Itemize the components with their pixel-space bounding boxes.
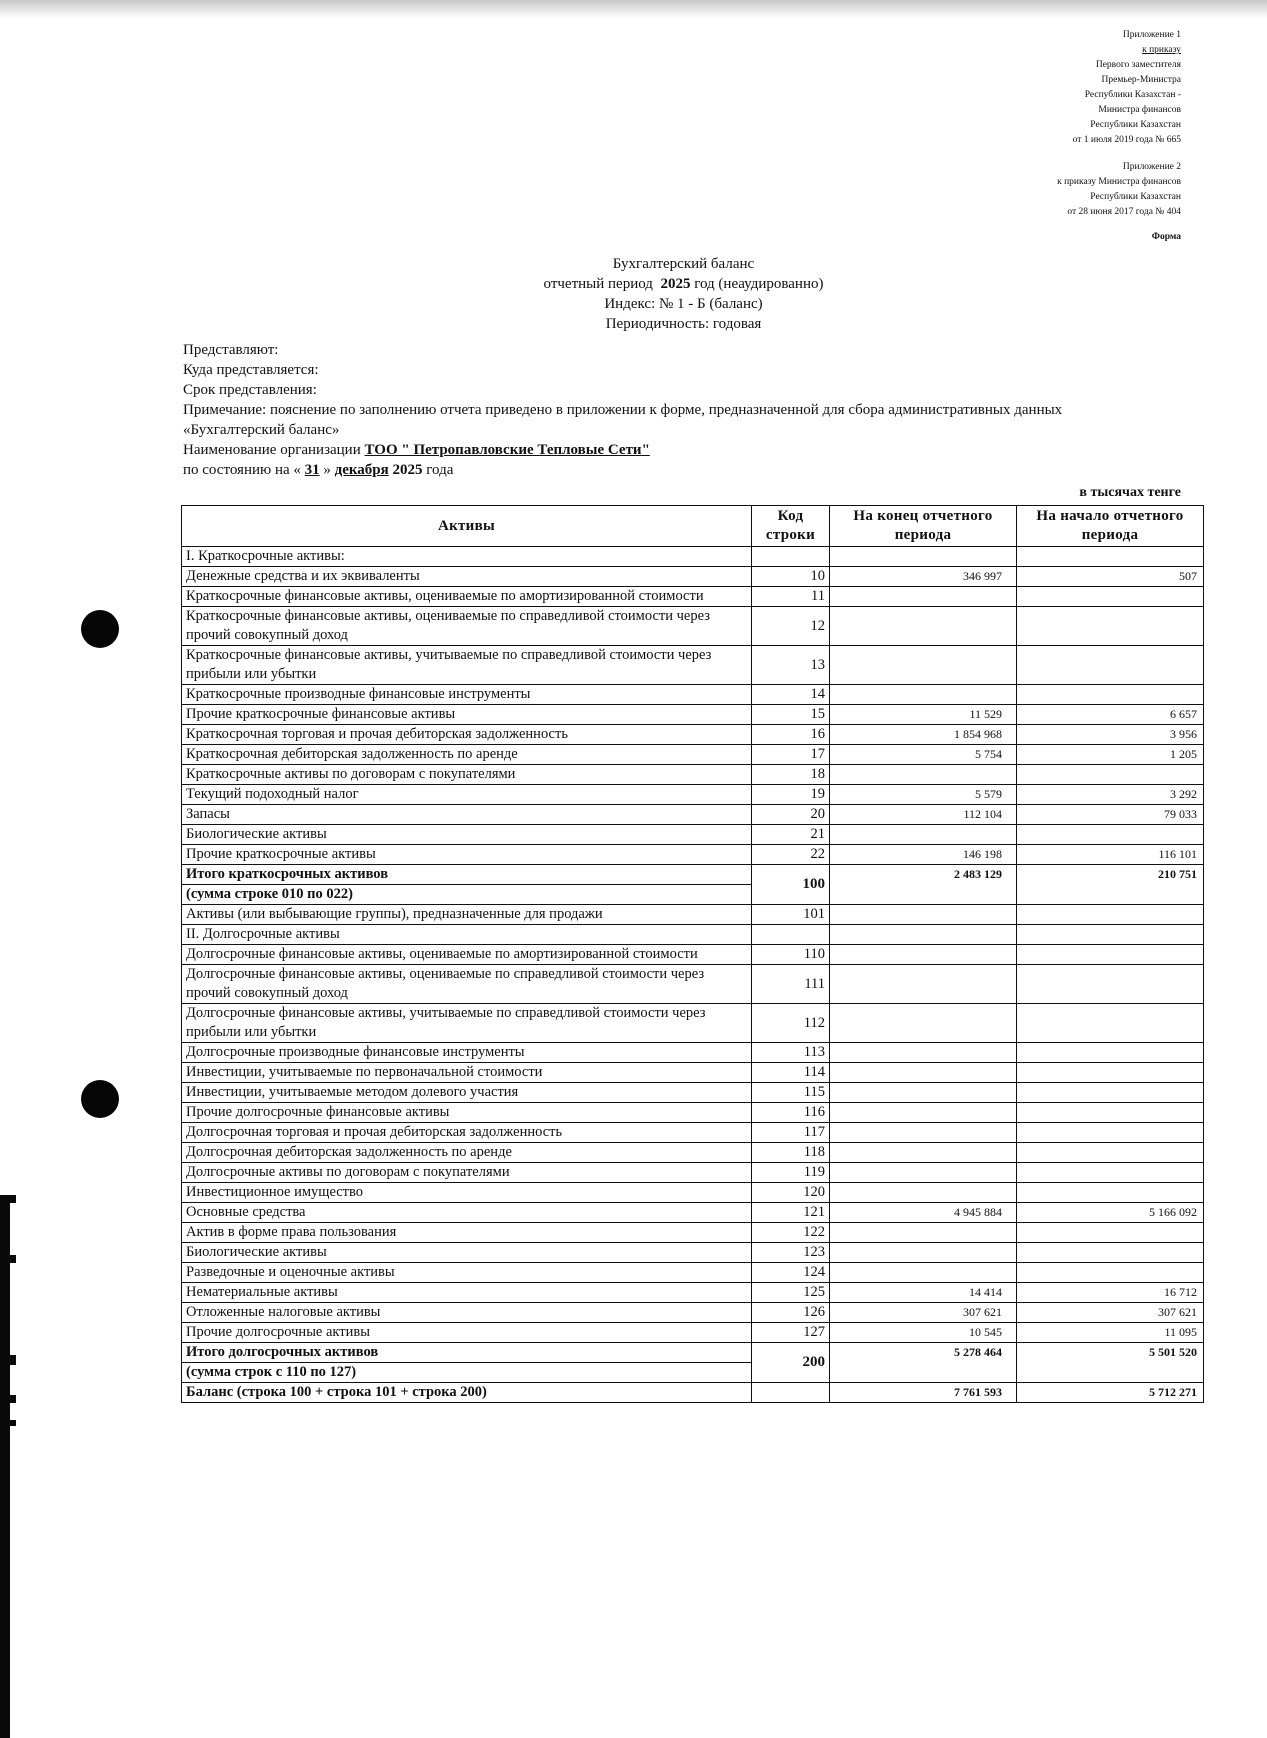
- table-row: [182, 745, 1204, 765]
- row-begin-value: [1017, 1043, 1204, 1063]
- row-label-line1: Итого краткосрочных активов: [182, 865, 751, 885]
- form-label: Форма: [1151, 232, 1181, 242]
- table-row: [182, 1243, 1204, 1263]
- table-header-row: [182, 506, 1204, 547]
- table-row: [182, 646, 1204, 685]
- row-begin-value: 5 501 520: [1017, 1343, 1204, 1383]
- table-row: [182, 1343, 1204, 1383]
- row-label: Основные средства: [182, 1203, 752, 1223]
- table-row: [182, 1163, 1204, 1183]
- row-label: Запасы: [182, 805, 752, 825]
- row-label: Долгосрочные финансовые активы, учитываемые по справедливой стоимости через прибыли или убытки: [182, 1004, 752, 1043]
- submitters-label: Представляют:: [183, 342, 279, 358]
- row-code: 15: [752, 705, 830, 725]
- organization-name: ТОО " Петропавловские Тепловые Сети": [364, 442, 650, 458]
- row-code: 123: [752, 1243, 830, 1263]
- appendix2-line: от 28 июня 2017 года № 404: [1067, 207, 1181, 217]
- row-label: Краткосрочные производные финансовые инструменты: [182, 685, 752, 705]
- row-label: Долгосрочная дебиторская задолженность по аренде: [182, 1143, 752, 1163]
- punch-hole: [81, 1080, 119, 1118]
- table-row: [182, 1123, 1204, 1143]
- row-label: Прочие краткосрочные финансовые активы: [182, 705, 752, 725]
- table-row: [182, 1043, 1204, 1063]
- row-label: Денежные средства и их эквиваленты: [182, 567, 752, 587]
- row-label: Биологические активы: [182, 825, 752, 845]
- row-begin-value: 5 166 092: [1017, 1203, 1204, 1223]
- row-code: 111: [752, 965, 830, 1004]
- row-end-value: [830, 945, 1017, 965]
- report-year: 2025: [392, 462, 423, 478]
- row-label-line1: Итого долгосрочных активов: [182, 1343, 751, 1363]
- row-begin-value: 11 095: [1017, 1323, 1204, 1343]
- table-row: [182, 785, 1204, 805]
- table-row: [182, 1004, 1204, 1043]
- table-row: [182, 865, 1204, 905]
- row-begin-value: [1017, 1183, 1204, 1203]
- scan-edge-mark: [10, 1255, 16, 1263]
- row-end-value: [830, 1043, 1017, 1063]
- scan-top-shadow: [0, 0, 1267, 18]
- row-label: Активы (или выбывающие группы), предназначенные для продажи: [182, 905, 752, 925]
- row-end-value: [830, 1243, 1017, 1263]
- appendix1-line: Министра финансов: [1098, 105, 1181, 115]
- row-code: 113: [752, 1043, 830, 1063]
- appendix2-line: Приложение 2: [1122, 162, 1181, 172]
- reporting-period: отчетный период 2025 год (неаудированно): [543, 276, 824, 292]
- row-begin-value: [1017, 945, 1204, 965]
- row-code: 125: [752, 1283, 830, 1303]
- row-end-value: 5 278 464: [830, 1343, 1017, 1383]
- table-row: [182, 1083, 1204, 1103]
- table-row: [182, 1143, 1204, 1163]
- row-label: Баланс (строка 100 + строка 101 + строка 200): [182, 1383, 752, 1403]
- row-begin-value: [1017, 587, 1204, 607]
- row-label: Долгосрочные производные финансовые инструменты: [182, 1043, 752, 1063]
- table-row: [182, 905, 1204, 925]
- table-row: [182, 805, 1204, 825]
- row-label: [182, 865, 752, 905]
- table-row: [182, 685, 1204, 705]
- row-end-value: [830, 1063, 1017, 1083]
- row-begin-value: [1017, 905, 1204, 925]
- appendix2-line: Республики Казахстан: [1090, 192, 1181, 202]
- row-begin-value: [1017, 1223, 1204, 1243]
- row-label: Отложенные налоговые активы: [182, 1303, 752, 1323]
- header-end-period: На конец отчетного периода: [830, 506, 1017, 547]
- punch-hole: [81, 610, 119, 648]
- row-begin-value: 79 033: [1017, 805, 1204, 825]
- row-code: 21: [752, 825, 830, 845]
- row-code: 22: [752, 845, 830, 865]
- row-code: 121: [752, 1203, 830, 1223]
- appendix1-line: Республики Казахстан: [1090, 120, 1181, 130]
- row-code: 110: [752, 945, 830, 965]
- table-row: [182, 945, 1204, 965]
- row-code: [752, 1383, 830, 1403]
- row-end-value: 307 621: [830, 1303, 1017, 1323]
- table-body: [182, 547, 1204, 1403]
- row-label-line2: (сумма строке 010 по 022): [186, 886, 353, 902]
- row-label: Инвестиционное имущество: [182, 1183, 752, 1203]
- row-end-value: [830, 1083, 1017, 1103]
- row-label: [182, 1343, 752, 1383]
- row-begin-value: [1017, 1103, 1204, 1123]
- note-text: Примечание: пояснение по заполнению отчета приведено в приложении к форме, предназначенной для сбора административных данных: [183, 402, 1063, 418]
- row-end-value: [830, 1263, 1017, 1283]
- table-row: [182, 1203, 1204, 1223]
- scan-edge-mark: [10, 1395, 16, 1403]
- report-meta: [183, 340, 1163, 480]
- row-begin-value: 3 956: [1017, 725, 1204, 745]
- row-label: Краткосрочная торговая и прочая дебиторская задолженность: [182, 725, 752, 745]
- table-row: [182, 765, 1204, 785]
- report-day: 31: [304, 462, 320, 478]
- row-end-value: 146 198: [830, 845, 1017, 865]
- row-end-value: [830, 1163, 1017, 1183]
- row-end-value: [830, 1004, 1017, 1043]
- row-code: [752, 547, 830, 567]
- row-end-value: [830, 1143, 1017, 1163]
- row-code: 11: [752, 587, 830, 607]
- row-code: 127: [752, 1323, 830, 1343]
- row-label: Нематериальные активы: [182, 1283, 752, 1303]
- recipient-label: Куда представляется:: [183, 362, 319, 378]
- row-label: Биологические активы: [182, 1243, 752, 1263]
- row-code: 120: [752, 1183, 830, 1203]
- row-begin-value: 507: [1017, 567, 1204, 587]
- row-begin-value: [1017, 1243, 1204, 1263]
- row-begin-value: 3 292: [1017, 785, 1204, 805]
- row-end-value: 5 579: [830, 785, 1017, 805]
- table-row: [182, 547, 1204, 567]
- row-end-value: 11 529: [830, 705, 1017, 725]
- row-label: I. Краткосрочные активы:: [182, 547, 752, 567]
- row-begin-value: [1017, 765, 1204, 785]
- appendix2-line: к приказу Министра финансов: [1057, 177, 1181, 187]
- deadline-label: Срок представления:: [183, 382, 317, 398]
- scan-edge-mark: [10, 1420, 16, 1426]
- row-label: Актив в форме права пользования: [182, 1223, 752, 1243]
- row-label: Краткосрочная дебиторская задолженность по аренде: [182, 745, 752, 765]
- row-label: Краткосрочные финансовые активы, оцениваемые по амортизированной стоимости: [182, 587, 752, 607]
- row-end-value: [830, 765, 1017, 785]
- row-end-value: [830, 685, 1017, 705]
- row-end-value: [830, 1103, 1017, 1123]
- row-end-value: 1 854 968: [830, 725, 1017, 745]
- appendix1-line: Приложение 1: [1122, 30, 1181, 40]
- row-begin-value: 1 205: [1017, 745, 1204, 765]
- row-label: Прочие краткосрочные активы: [182, 845, 752, 865]
- row-code: 114: [752, 1063, 830, 1083]
- row-code: 115: [752, 1083, 830, 1103]
- row-code: 100: [752, 865, 830, 905]
- row-begin-value: 210 751: [1017, 865, 1204, 905]
- form-index: Индекс: № 1 - Б (баланс): [604, 296, 763, 312]
- row-label: Долгосрочные финансовые активы, оцениваемые по справедливой стоимости через прочий совокупный доход: [182, 965, 752, 1004]
- row-begin-value: [1017, 825, 1204, 845]
- row-code: 101: [752, 905, 830, 925]
- row-begin-value: [1017, 965, 1204, 1004]
- table-row: [182, 845, 1204, 865]
- row-code: 116: [752, 1103, 830, 1123]
- appendix-block: [1057, 28, 1181, 245]
- row-end-value: [830, 1183, 1017, 1203]
- row-end-value: 7 761 593: [830, 1383, 1017, 1403]
- row-label: Разведочные и оценочные активы: [182, 1263, 752, 1283]
- document-header: [0, 254, 1267, 334]
- table-row: [182, 587, 1204, 607]
- row-code: 200: [752, 1343, 830, 1383]
- row-code: 12: [752, 607, 830, 646]
- row-code: 20: [752, 805, 830, 825]
- row-code: 16: [752, 725, 830, 745]
- appendix1-line: Республики Казахстан -: [1084, 90, 1181, 100]
- row-label: Текущий подоходный налог: [182, 785, 752, 805]
- appendix1-line: Первого заместителя: [1095, 60, 1181, 70]
- row-end-value: 5 754: [830, 745, 1017, 765]
- row-begin-value: [1017, 1143, 1204, 1163]
- table-row: [182, 965, 1204, 1004]
- table-row: [182, 1383, 1204, 1403]
- row-begin-value: [1017, 646, 1204, 685]
- row-code: 126: [752, 1303, 830, 1323]
- row-begin-value: [1017, 1263, 1204, 1283]
- row-begin-value: [1017, 685, 1204, 705]
- row-label: Краткосрочные финансовые активы, учитываемые по справедливой стоимости через прибыли или убытки: [182, 646, 752, 685]
- periodicity: Периодичность: годовая: [605, 316, 762, 332]
- organization-line: Наименование организации ТОО " Петропавловские Тепловые Сети": [183, 442, 650, 458]
- balance-sheet-table: [181, 505, 1204, 1403]
- table-row: [182, 1323, 1204, 1343]
- report-month: декабря: [334, 462, 389, 478]
- table-row: [182, 1223, 1204, 1243]
- table-row: [182, 1303, 1204, 1323]
- row-code: 122: [752, 1223, 830, 1243]
- table-row: [182, 1263, 1204, 1283]
- period-year: 2025: [660, 276, 691, 292]
- row-label: Долгосрочная торговая и прочая дебиторская задолженность: [182, 1123, 752, 1143]
- row-code: 18: [752, 765, 830, 785]
- row-label: Инвестиции, учитываемые по первоначальной стоимости: [182, 1063, 752, 1083]
- row-end-value: [830, 587, 1017, 607]
- row-code: 14: [752, 685, 830, 705]
- row-end-value: [830, 825, 1017, 845]
- header-code: Код строки: [752, 506, 830, 547]
- row-end-value: [830, 646, 1017, 685]
- row-end-value: 14 414: [830, 1283, 1017, 1303]
- document-title: Бухгалтерский баланс: [612, 256, 755, 272]
- row-begin-value: 5 712 271: [1017, 1383, 1204, 1403]
- row-end-value: [830, 925, 1017, 945]
- scan-edge-mark: [10, 1355, 16, 1365]
- row-code: 19: [752, 785, 830, 805]
- row-code: 118: [752, 1143, 830, 1163]
- row-label: Инвестиции, учитываемые методом долевого участия: [182, 1083, 752, 1103]
- row-label: Прочие долгосрочные финансовые активы: [182, 1103, 752, 1123]
- row-label-line2: (сумма строк с 110 по 127): [186, 1364, 357, 1380]
- row-end-value: 2 483 129: [830, 865, 1017, 905]
- row-begin-value: [1017, 1083, 1204, 1103]
- row-begin-value: [1017, 1163, 1204, 1183]
- row-code: 117: [752, 1123, 830, 1143]
- row-code: 10: [752, 567, 830, 587]
- row-end-value: 10 545: [830, 1323, 1017, 1343]
- row-begin-value: 6 657: [1017, 705, 1204, 725]
- row-end-value: [830, 905, 1017, 925]
- row-label: Прочие долгосрочные активы: [182, 1323, 752, 1343]
- appendix1-line: Премьер-Министра: [1101, 75, 1181, 85]
- row-begin-value: [1017, 607, 1204, 646]
- row-begin-value: [1017, 1004, 1204, 1043]
- row-end-value: [830, 607, 1017, 646]
- header-begin-period: На начало отчетного периода: [1017, 506, 1204, 547]
- appendix1-line: к приказу: [1142, 45, 1181, 55]
- appendix1-line: от 1 июля 2019 года № 665: [1072, 135, 1181, 145]
- row-label: Краткосрочные финансовые активы, оцениваемые по справедливой стоимости через прочий совокупный доход: [182, 607, 752, 646]
- units-label: в тысячах тенге: [1079, 485, 1181, 500]
- scan-edge: [0, 1195, 10, 1738]
- row-code: [752, 925, 830, 945]
- table-row: [182, 1063, 1204, 1083]
- row-code: 112: [752, 1004, 830, 1043]
- note-text-cont: «Бухгалтерский баланс»: [183, 422, 340, 438]
- row-begin-value: 307 621: [1017, 1303, 1204, 1323]
- table-row: [182, 1103, 1204, 1123]
- row-code: 17: [752, 745, 830, 765]
- row-begin-value: 16 712: [1017, 1283, 1204, 1303]
- table-row: [182, 1183, 1204, 1203]
- table-row: [182, 607, 1204, 646]
- header-assets: Активы: [182, 506, 752, 547]
- row-begin-value: [1017, 547, 1204, 567]
- row-code: 124: [752, 1263, 830, 1283]
- row-label: Краткосрочные активы по договорам с покупателями: [182, 765, 752, 785]
- row-begin-value: 116 101: [1017, 845, 1204, 865]
- row-end-value: [830, 1123, 1017, 1143]
- row-label: II. Долгосрочные активы: [182, 925, 752, 945]
- report-date-line: по состоянию на « 31 » декабря 2025 года: [183, 462, 454, 478]
- row-begin-value: [1017, 925, 1204, 945]
- row-begin-value: [1017, 1123, 1204, 1143]
- row-end-value: 346 997: [830, 567, 1017, 587]
- scan-edge-mark: [10, 1195, 16, 1203]
- table-row: [182, 725, 1204, 745]
- row-end-value: 112 104: [830, 805, 1017, 825]
- row-code: 119: [752, 1163, 830, 1183]
- row-end-value: [830, 547, 1017, 567]
- row-begin-value: [1017, 1063, 1204, 1083]
- table-row: [182, 1283, 1204, 1303]
- table-row: [182, 825, 1204, 845]
- row-end-value: 4 945 884: [830, 1203, 1017, 1223]
- row-end-value: [830, 965, 1017, 1004]
- table-row: [182, 925, 1204, 945]
- row-end-value: [830, 1223, 1017, 1243]
- table-row: [182, 567, 1204, 587]
- row-code: 13: [752, 646, 830, 685]
- row-label: Долгосрочные активы по договорам с покупателями: [182, 1163, 752, 1183]
- table-row: [182, 705, 1204, 725]
- row-label: Долгосрочные финансовые активы, оцениваемые по амортизированной стоимости: [182, 945, 752, 965]
